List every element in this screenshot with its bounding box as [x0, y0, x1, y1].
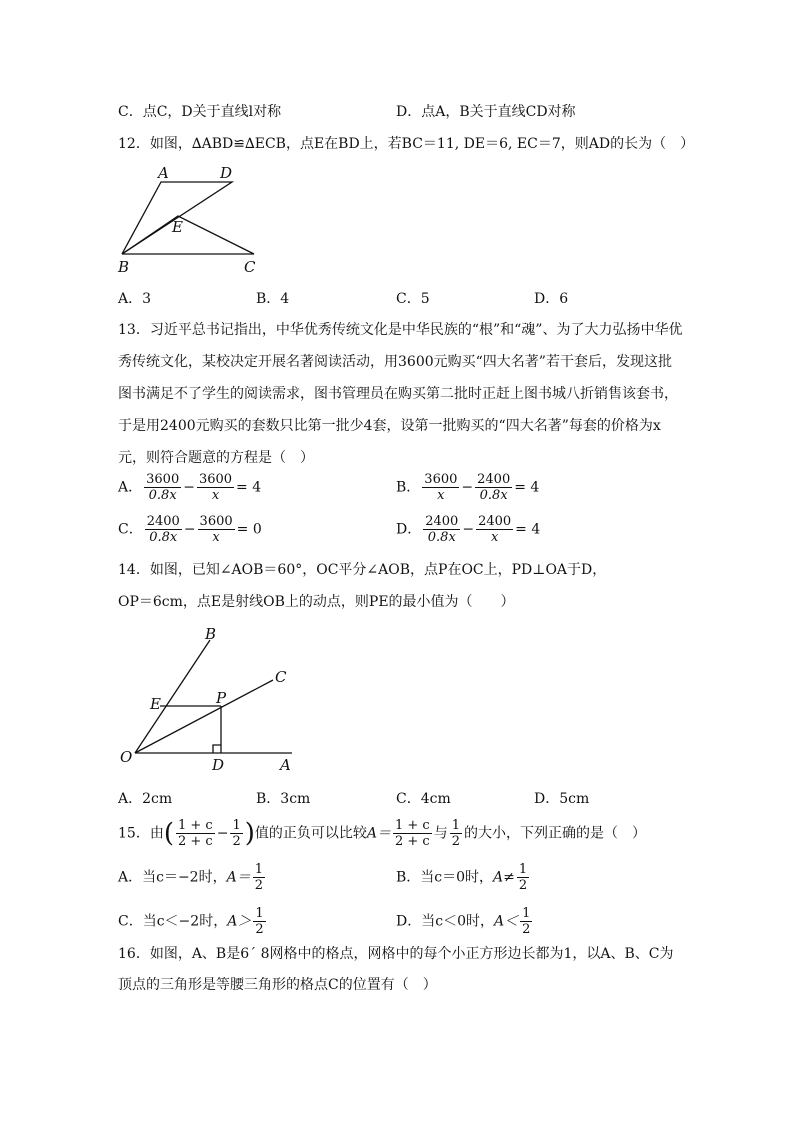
- q12-label-b: B: [118, 258, 130, 276]
- fraction: $\frac{3600}{x}$: [424, 472, 458, 503]
- q13-option-c-label: C．: [118, 521, 143, 538]
- q12-label-e: E: [172, 218, 183, 236]
- q16-stem-line-1: 16．如图，A、B是6´ 8网格中的格点，网格中的每个小正方形边长都为1，以A、B、C为: [118, 946, 674, 962]
- fraction: $\frac{1 + c}{2 + c}$: [177, 818, 213, 849]
- q14-label-p: P: [216, 689, 227, 707]
- q15-lead: 15．由: [118, 825, 164, 842]
- equation-rhs: = 4: [514, 479, 540, 496]
- q13-option-c: C． $\frac{2400}{0.8x}$ − $\frac{3600}{x}$ = 0: [118, 514, 262, 545]
- q14-label-e: E: [150, 695, 161, 713]
- q14-label-a: A: [280, 756, 291, 774]
- q13-stem-line-1: 13．习近平总书记指出，中华优秀传统文化是中华民族的“根”和“魂”、为了大力弘扬中华优: [118, 322, 683, 338]
- fraction: $\frac{3600}{x}$: [199, 514, 233, 545]
- q11-option-d: D．点A，B关于直线CD对称: [396, 104, 576, 120]
- q15-and-text: 与: [433, 825, 448, 842]
- q14-label-o: O: [120, 748, 133, 766]
- q13-option-b-label: B．: [396, 479, 421, 496]
- q12-label-c: C: [244, 258, 256, 276]
- q14-stem-line-2: OP＝6cm，点E是射线OB上的动点，则PE的最小值为（ ）: [118, 594, 515, 610]
- q12-option-b: B．4: [256, 291, 290, 307]
- q12-option-a: A．3: [118, 291, 152, 307]
- q12-stem: 12．如图，∆ABD≌∆ECB，点E在BD上，若BC＝11, DE＝6, EC＝7，则AD的长为（ ）: [118, 136, 695, 152]
- fraction: $\frac{1 + c}{2 + c}$: [395, 818, 430, 849]
- q15-stem: 15．由( $\frac{1 + c}{2 + c}$ − $\frac{1}{2}$ )值的正负可以比较A＝ $\frac{1 + c}{2 + c}$ 与 $\frac{1}{2}$ 的大小，下列正确的是（ ）: [118, 818, 646, 849]
- q12-label-a: A: [158, 164, 169, 182]
- q14-option-a: A．2cm: [118, 791, 173, 807]
- fraction: $\frac{2400}{0.8x}$: [477, 472, 511, 503]
- q14-stem-line-1: 14．如图，已知∠AOB＝60°，OC平分∠AOB，点P在OC上，PD⊥OA于D，: [118, 562, 607, 578]
- q15-tail: 的大小，下列正确的是（ ）: [464, 825, 646, 842]
- equation-rhs: = 4: [236, 479, 262, 496]
- q13-option-b: B． $\frac{3600}{x}$ − $\frac{2400}{0.8x}$ = 4: [396, 472, 540, 503]
- q15-option-b: B．当c＝0时，A≠ $\frac{1}{2}$: [396, 862, 528, 893]
- fraction: $\frac{2400}{0.8x}$: [425, 514, 459, 545]
- q14-label-d: D: [212, 756, 225, 774]
- q13-stem-line-3: 图书满足不了学生的阅读需求，图书管理员在购买第二批时正赶上图书城八折销售该套书，: [118, 386, 678, 402]
- fraction: $\frac{1}{2}$: [232, 818, 241, 849]
- fraction: $\frac{2400}{0.8x}$: [146, 514, 180, 545]
- q14-label-b: B: [205, 625, 217, 643]
- fraction: $\frac{3600}{x}$: [198, 472, 233, 503]
- fraction: $\frac{3600}{0.8x}$: [146, 472, 180, 503]
- q13-option-a-label: A．: [118, 479, 143, 496]
- q13-option-d: D． $\frac{2400}{0.8x}$ − $\frac{2400}{x}$ = 4: [396, 514, 541, 545]
- fraction: $\frac{1}{2}$: [254, 862, 263, 893]
- q13-stem-line-2: 秀传统文化，某校决定开展名著阅读活动，用3600元购买“四大名著”若干套后，发现这批: [118, 354, 672, 370]
- q15-option-a: A．当c＝−2时，A＝ $\frac{1}{2}$: [118, 862, 263, 893]
- equation-rhs: = 0: [236, 521, 262, 538]
- q13-option-d-label: D．: [396, 521, 422, 538]
- fraction: $\frac{1}{2}$: [451, 818, 460, 849]
- fraction: $\frac{2400}{x}$: [478, 514, 512, 545]
- equation-rhs: = 4: [515, 521, 541, 538]
- q15-mid-text: 值的正负可以比较: [254, 825, 367, 842]
- q12-label-d: D: [220, 164, 233, 182]
- q15-option-d: D．当c＜0时，A＜ $\frac{1}{2}$: [396, 906, 531, 937]
- q14-option-d: D．5cm: [534, 791, 590, 807]
- q13-stem-line-4: 于是用2400元购买的套数只比第一批少4套，设第一批购买的“四大名著”每套的价格为x: [118, 418, 661, 434]
- q14-option-b: B．3cm: [256, 791, 311, 807]
- fraction: $\frac{1}{2}$: [522, 906, 531, 937]
- q14-label-c: C: [275, 668, 287, 686]
- q13-option-a: A． $\frac{3600}{0.8x}$ − $\frac{3600}{x}$ = 4: [118, 472, 262, 503]
- q11-option-c: C．点C，D关于直线l对称: [118, 104, 282, 120]
- q15-a-equals: A＝: [366, 825, 391, 842]
- q16-stem-line-2: 顶点的三角形是等腰三角形的格点C的位置有（ ）: [118, 977, 437, 993]
- q13-stem-line-5: 元，则符合题意的方程是（ ）: [118, 450, 314, 466]
- fraction: $\frac{1}{2}$: [255, 906, 264, 937]
- q12-option-c: C．5: [396, 291, 430, 307]
- q12-option-d: D．6: [534, 291, 569, 307]
- q14-option-c: C．4cm: [396, 791, 451, 807]
- q15-option-c: C．当c＜−2时，A＞ $\frac{1}{2}$: [118, 906, 264, 937]
- fraction: $\frac{1}{2}$: [518, 862, 528, 893]
